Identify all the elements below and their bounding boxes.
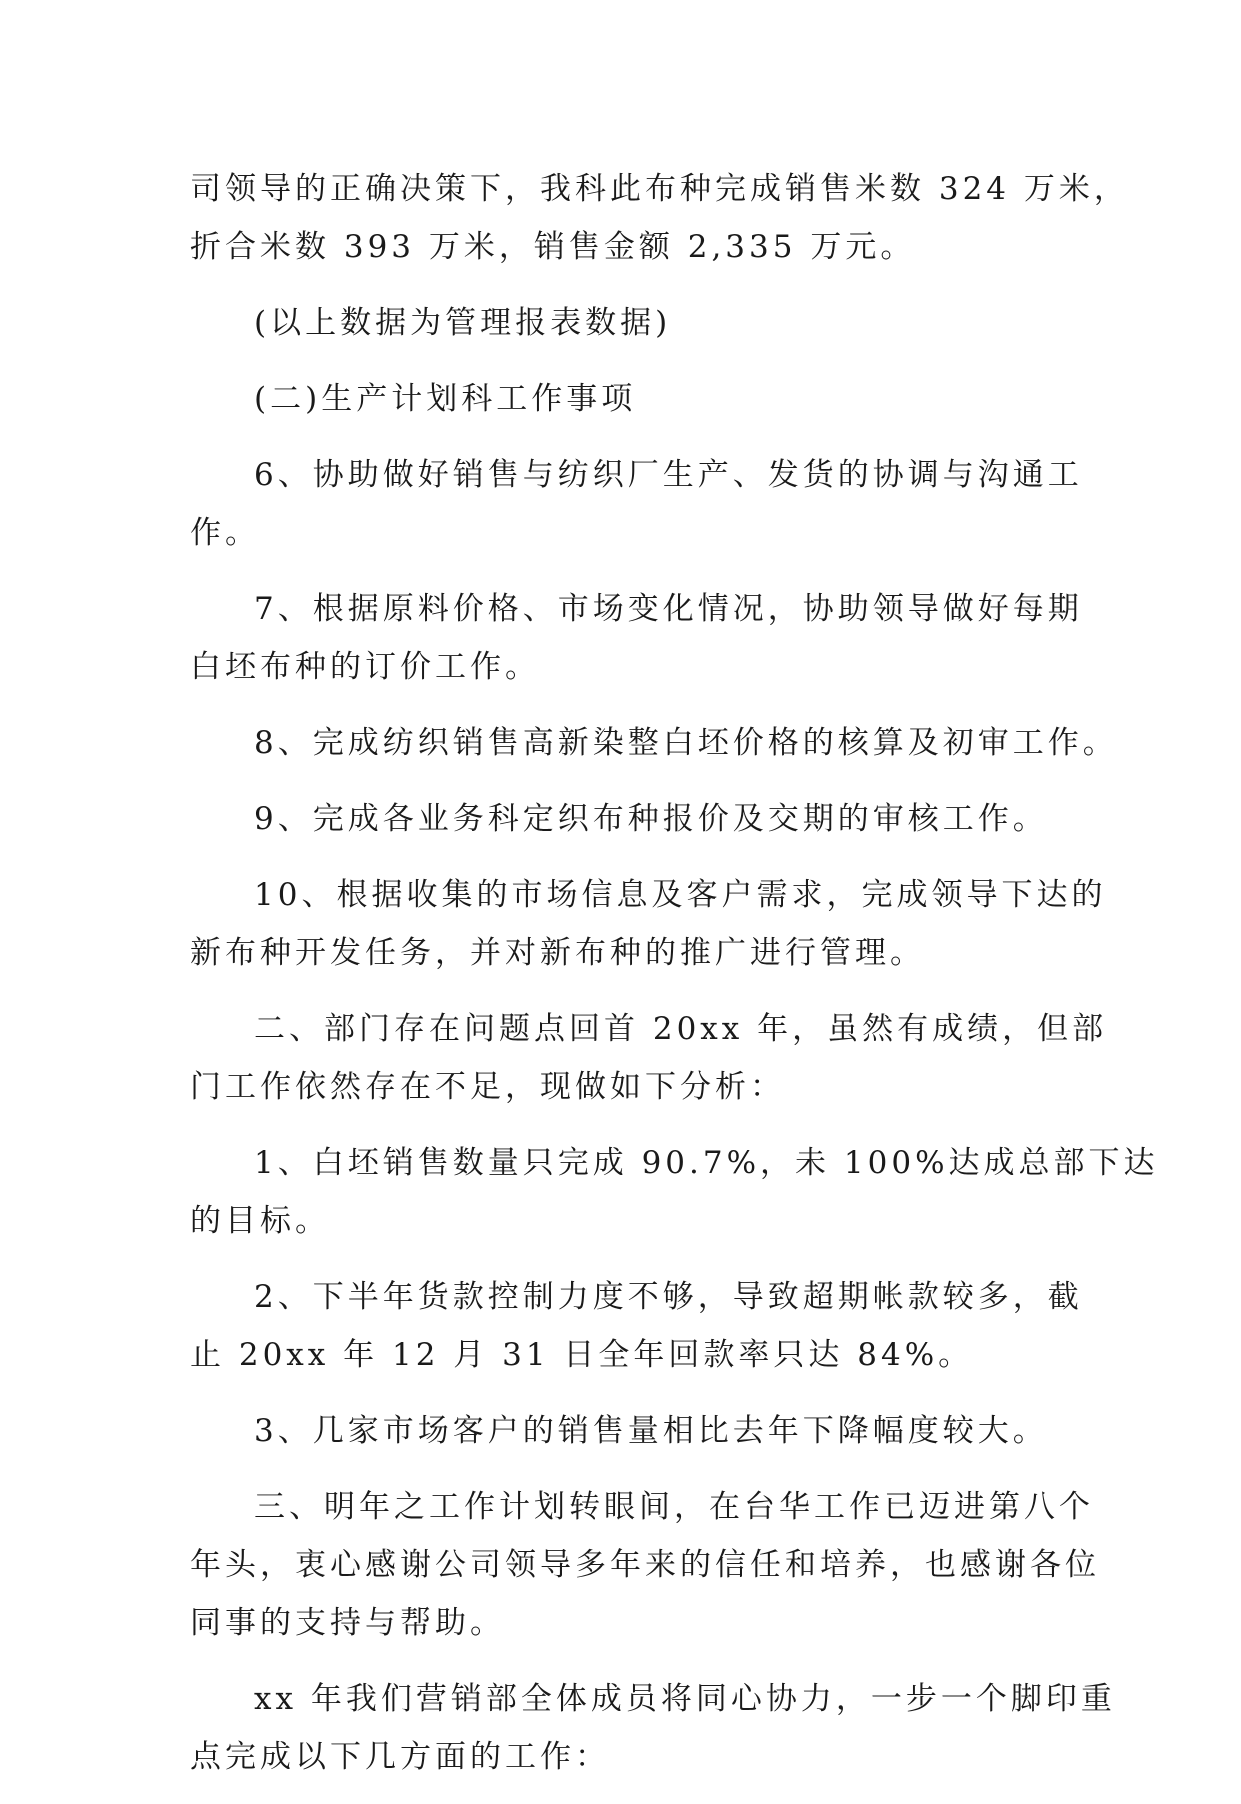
text-line: 折合米数 393 万米，销售金额 2,335 万元。 xyxy=(190,229,916,265)
text-line: 10、根据收集的市场信息及客户需求，完成领导下达的 xyxy=(254,877,1107,913)
text-line: (二)生产计划科工作事项 xyxy=(254,381,637,417)
text-line: 同事的支持与帮助。 xyxy=(190,1605,505,1641)
text-line: 2、下半年货款控制力度不够，导致超期帐款较多，截 xyxy=(254,1279,1083,1315)
text-line: 3、几家市场客户的销售量相比去年下降幅度较大。 xyxy=(254,1413,1048,1449)
text-line: 作。 xyxy=(190,515,260,551)
text-line: 门工作依然存在不足，现做如下分析： xyxy=(190,1069,785,1105)
section-heading xyxy=(190,1478,1100,1652)
list-item xyxy=(190,1268,1083,1384)
text-line: xx 年我们营销部全体成员将同心协力，一步一个脚印重 xyxy=(254,1681,1116,1717)
text-line: 止 20xx 年 12 月 31 日全年回款率只达 84%。 xyxy=(190,1337,974,1373)
text-line: 司领导的正确决策下，我科此布种完成销售米数 324 万米， xyxy=(190,171,1129,207)
paragraph xyxy=(190,1670,1116,1786)
list-item xyxy=(190,580,1083,696)
text-line: 6、协助做好销售与纺织厂生产、发货的协调与沟通工 xyxy=(254,457,1083,493)
list-item xyxy=(190,1402,1060,1460)
text-line: 年头，衷心感谢公司领导多年来的信任和培养，也感谢各位 xyxy=(190,1547,1100,1583)
text-line: 9、完成各业务科定织布种报价及交期的审核工作。 xyxy=(254,801,1048,837)
text-line: 三、明年之工作计划转眼间，在台华工作已迈进第八个 xyxy=(254,1489,1094,1525)
paragraph xyxy=(190,160,1129,276)
list-item xyxy=(190,790,1060,848)
list-item xyxy=(190,866,1107,982)
text-line: 8、完成纺织销售高新染整白坯价格的核算及初审工作。 xyxy=(254,725,1118,761)
section-heading xyxy=(190,1000,1108,1116)
text-line: 1、白坯销售数量只完成 90.7%，未 100%达成总部下达 xyxy=(254,1145,1159,1181)
section-heading xyxy=(190,370,1060,428)
list-item xyxy=(190,1134,1159,1250)
list-item xyxy=(190,446,1083,562)
text-line: (以上数据为管理报表数据) xyxy=(254,305,672,341)
paragraph xyxy=(190,294,1060,352)
text-line: 新布种开发任务，并对新布种的推广进行管理。 xyxy=(190,935,925,971)
text-line: 7、根据原料价格、市场变化情况，协助领导做好每期 xyxy=(254,591,1083,627)
text-line: 点完成以下几方面的工作： xyxy=(190,1739,610,1775)
list-item xyxy=(190,714,1118,772)
document-body xyxy=(190,160,1159,1804)
text-line: 二、部门存在问题点回首 20xx 年，虽然有成绩，但部 xyxy=(254,1011,1108,1047)
text-line: 白坯布种的订价工作。 xyxy=(190,649,540,685)
text-line: 的目标。 xyxy=(190,1203,330,1239)
